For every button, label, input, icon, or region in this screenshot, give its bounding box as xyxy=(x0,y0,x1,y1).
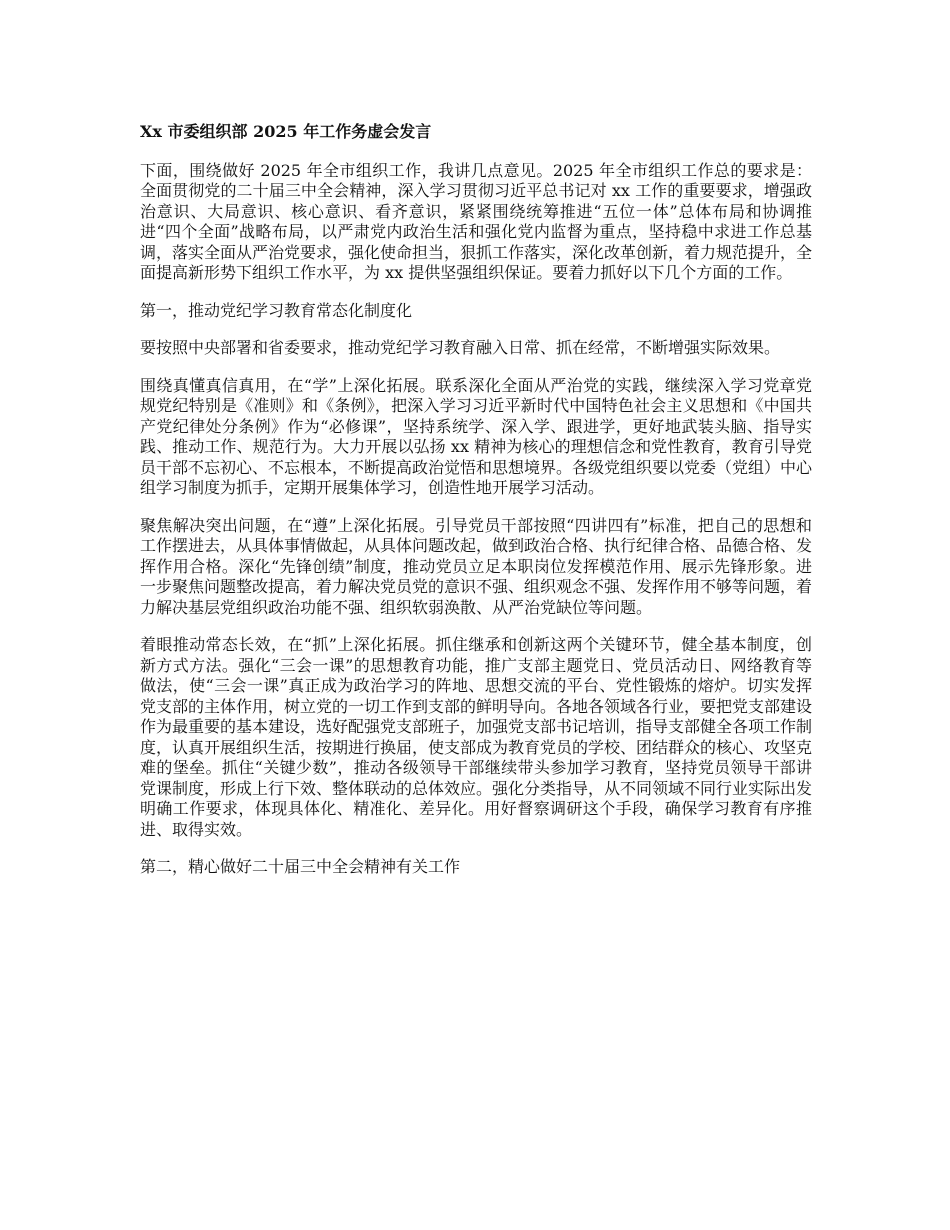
paragraph-1-normalize: 着眼推动常态长效，在“抓”上深化拓展。抓住继承和创新这两个关键环节，健全基本制度，创新方式方法。强化“三会一课”的思想教育功能，推广支部主题党日、党员活动日、网络教育等做法，使“三会一课”真正成为政治学习的阵地、思想交流的平台、党性锻炼的熔炉。切实发挥党支部的主体作用，树立党的一切工作到支部的鲜明导向。各地各领域各行业，要把党支部建设作为最重要的基本建设，选好配强党支部班子，加强党支部书记培训，指导支部健全各项工作制度，认真开展组织生活，按期进行换届，使支部成为教育党员的学校、团结群众的核心、攻坚克难的堡垒。抓住“关键少数”，推动各级领导干部继续带头参加学习教育，坚持党员领导干部讲党课制度，形成上行下效、整体联动的总体效应。强化分类指导，从不同领域不同行业实际出发明确工作要求，体现具体化、精准化、差异化。用好督察调研这个手段，确保学习教育有序推进、取得实效。 xyxy=(140,635,813,839)
document-title: Xx 市委组织部 2025 年工作务虚会发言 xyxy=(140,122,432,141)
section-heading-2: 第二，精心做好二十届三中全会精神有关工作 xyxy=(140,857,461,876)
paragraph-intro: 下面，围绕做好 2025 年全市组织工作，我讲几点意见。2025 年全市组织工作总的要求是：全面贯彻党的二十届三中全会精神，深入学习贯彻习近平总书记对 xx 工作的重要要求，增强政治意识、大局意识、核心意识、看齐意识，紧紧围绕统筹推进“五位一体”总体布局和协调推进“四个全面”战略布局，以严肃党内政治生活和强化党内监督为重点，坚持稳中求进工作总基调，落实全面从严治党要求，强化使命担当，狠抓工作落实，深化改革创新，着力规范提升，全面提高新形势下组织工作水平，为 xx 提供坚强组织保证。要着力抓好以下几个方面的工作。 xyxy=(140,160,813,282)
document-body xyxy=(140,122,812,895)
paragraph-1-comply: 聚焦解决突出问题，在“遵”上深化拓展。引导党员干部按照“四讲四有”标准，把自己的思想和工作摆进去，从具体事情做起，从具体问题改起，做到政治合格、执行纪律合格、品德合格、发挥作用合格。深化“先锋创绩”制度，推动党员立足本职岗位发挥模范作用、展示先锋形象。进一步聚焦问题整改提高，着力解决党员党的意识不强、组织观念不强、发挥作用不够等问题，着力解决基层党组织政治功能不强、组织软弱涣散、从严治党缺位等问题。 xyxy=(140,515,813,617)
section-heading-1: 第一，推动党纪学习教育常态化制度化 xyxy=(140,300,413,320)
paragraph-1-intro: 要按照中央部署和省委要求，推动党纪学习教育融入日常、抓在经常，不断增强实际效果。 xyxy=(140,338,781,357)
paragraph-1-study: 围绕真懂真信真用，在“学”上深化拓展。联系深化全面从严治党的实践，继续深入学习党章党规党纪特别是《准则》和《条例》，把深入学习习近平新时代中国特色社会主义思想和《中国共产党纪律处分条例》作为“必修课”，坚持系统学、深入学、跟进学，更好地武装头脑、指导实践、推动工作、规范行为。大力开展以弘扬 xx 精神为核心的理想信念和党性教育，教育引导党员干部不忘初心、不忘根本，不断提高政治觉悟和思想境界。各级党组织要以党委（党组）中心组学习制度为抓手，定期开展集体学习，创造性地开展学习活动。 xyxy=(140,375,813,497)
